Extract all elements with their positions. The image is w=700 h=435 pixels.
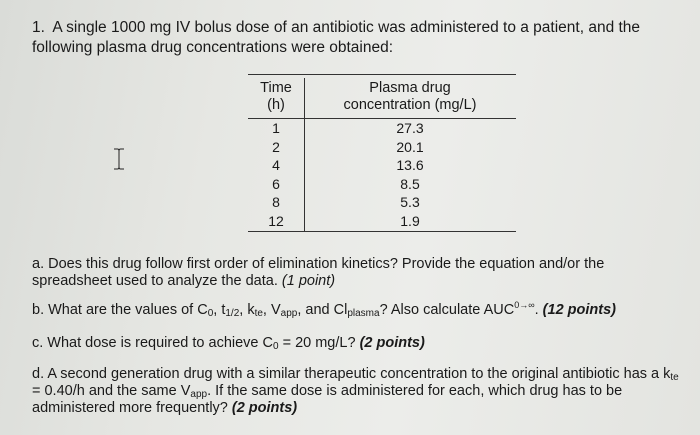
question-a (32, 256, 682, 290)
subscript: plasma (347, 308, 380, 319)
concentration-cell: 13.6 (396, 157, 424, 173)
question-b-text: b. What are the values of C (32, 302, 208, 318)
concentration-column (304, 119, 516, 230)
question-b-text: . (534, 302, 539, 318)
text-cursor-icon (113, 148, 125, 170)
question-d-text: . If the same dose is administered for each, which drug has to be administered more frequently? (32, 383, 623, 416)
question-d-text: d. A second generation drug with a similar therapeutic concentration to the original antibiotic has a k (32, 366, 671, 382)
question-b-text: , and Cl (297, 302, 348, 318)
time-cell: 6 (272, 175, 280, 192)
subscript: app (280, 308, 298, 319)
question-d-points: (2 points) (231, 400, 298, 416)
question-d (32, 366, 682, 417)
question-b-points: (12 points) (542, 302, 616, 318)
subscript: app (190, 389, 208, 400)
subscript: 0 (272, 341, 279, 352)
question-c-points: (2 points) (359, 335, 425, 351)
question-c (32, 335, 682, 352)
subscript: 0 (207, 308, 214, 319)
question-b-text: ? Also calculate AUC (379, 302, 515, 318)
time-cell: 12 (268, 212, 284, 229)
concentration-cell: 8.5 (400, 175, 420, 192)
question-d-text: = 0.40/h and the same V (32, 383, 191, 399)
table-top-rule (248, 74, 516, 75)
question-b-text: , k (239, 302, 255, 318)
time-cell: 4 (272, 157, 280, 173)
header-time (248, 80, 304, 114)
time-cell: 2 (272, 138, 280, 155)
time-cell: 8 (272, 194, 280, 210)
question-c-text: c. What dose is required to achieve C (32, 335, 273, 351)
header-time-label: Time (260, 80, 292, 96)
concentration-cell: 20.1 (396, 138, 424, 155)
superscript: 0→∞ (514, 300, 535, 310)
subscript: te (254, 308, 263, 319)
header-concentration-label: Plasma drug (369, 80, 451, 96)
question-c-text: = 20 mg/L? (278, 335, 356, 351)
question-b (32, 302, 682, 319)
question-b-text: , V (262, 302, 281, 318)
question-a-text: a. Does this drug follow first order of elimination kinetics? Provide the equation and/or the spreadsheet used to analyze the data. (32, 256, 605, 289)
table-bottom-rule (248, 231, 516, 232)
question-number: 1. (32, 19, 45, 36)
time-cell: 1 (272, 120, 280, 136)
concentration-cell: 5.3 (400, 194, 420, 210)
time-column (248, 119, 304, 230)
concentration-cell: 27.3 (396, 120, 424, 136)
header-time-unit: (h) (267, 97, 285, 113)
question-1-intro (32, 18, 682, 58)
question-a-points: (1 point) (281, 273, 336, 289)
intro-text: A single 1000 mg IV bolus dose of an antibiotic was administered to a patient, and the following plasma drug concentrations were obtained: (32, 19, 641, 56)
concentration-cell: 1.9 (400, 212, 420, 229)
header-concentration (304, 80, 516, 114)
subscript: te (670, 372, 679, 383)
header-concentration-unit: concentration (mg/L) (343, 97, 477, 113)
question-b-text: , t (213, 302, 226, 318)
subscript: 1/2 (225, 308, 240, 319)
